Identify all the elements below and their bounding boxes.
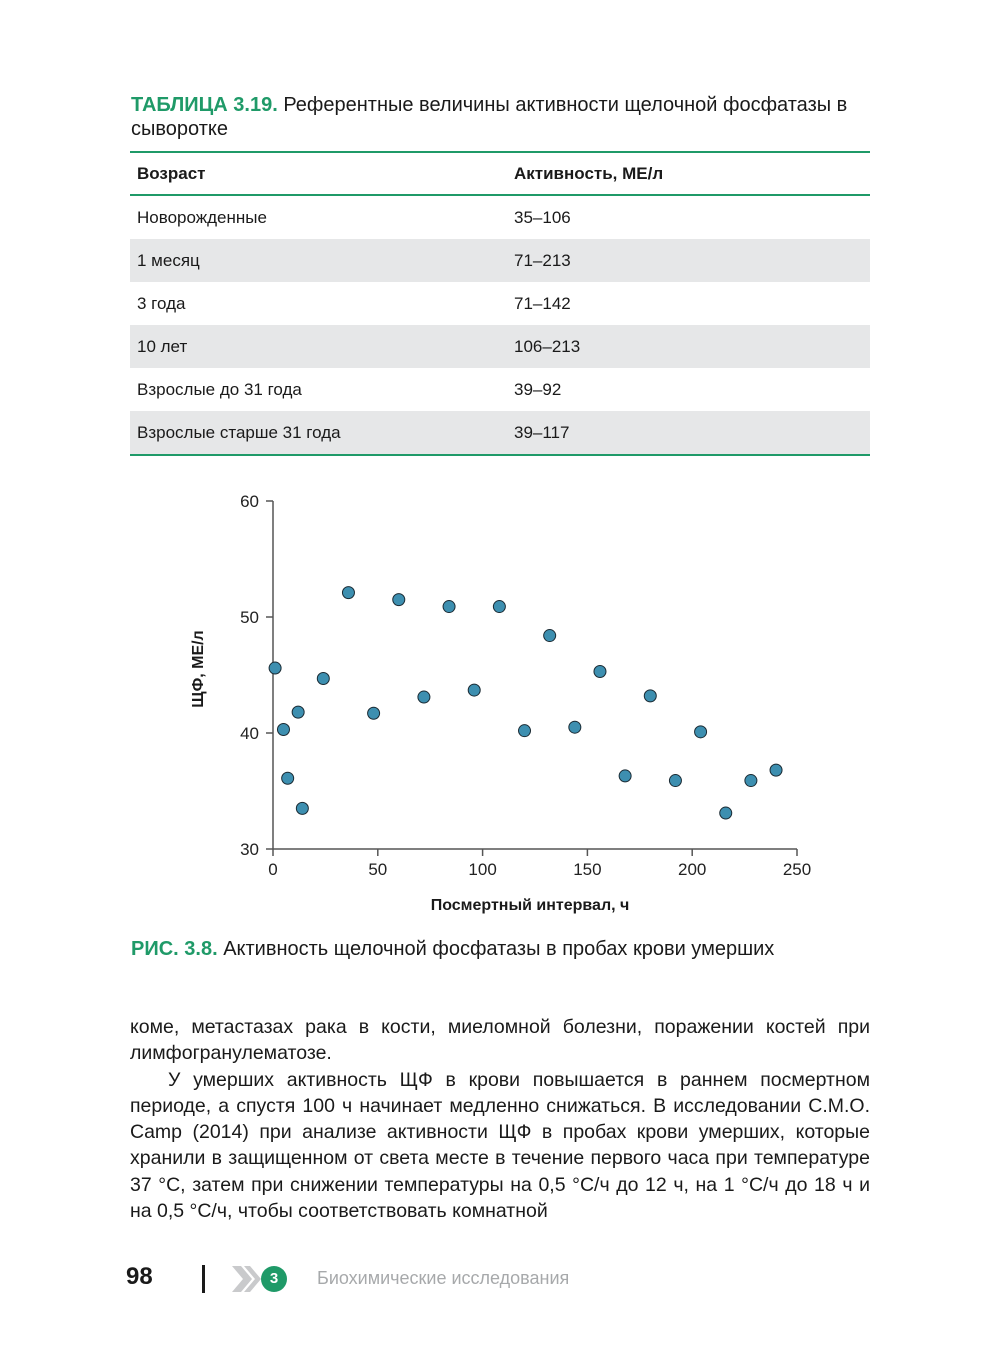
paragraph: коме, метастазах рака в кости, миеломной болезни, поражении костей при лимфогранулематозе. [130,1016,870,1065]
data-point [720,807,732,819]
cell-age: 3 года [137,293,186,313]
x-tick-label: 0 [268,860,278,879]
data-point [418,691,430,703]
figure-caption [131,936,871,962]
data-point [745,775,757,787]
data-point [770,764,782,776]
table-caption [131,93,871,141]
table-row [130,368,870,411]
cell-activity: 39–117 [507,411,870,455]
data-point [695,726,707,738]
paragraph: У умерших активность ЩФ в крови повышается в раннем посмертном периоде, а спустя 100 ч начинает медленно снижаться. В исследовании C.M.O. Camp (2014) при анализе активности ЩФ в пробах крови умерших, которые хранили в защищенном от света месте в течение первого часа при температуре 37 °С, затем при снижении температуры на 0,5 °С/ч до 12 ч, на 1 °С/ч до 18 ч и на 0,5 °С/ч, чтобы соответствовать комнатной [130,1068,870,1223]
data-point [282,772,294,784]
cell-activity: 71–213 [507,239,870,282]
data-point [393,594,405,606]
table-row [130,282,870,325]
cell-age: 1 месяц [130,239,507,282]
cell-activity: 39–92 [514,379,562,399]
table-label: ТАБЛИЦА 3.19. [131,94,278,116]
table-row [130,325,870,368]
data-point [493,601,505,613]
data-point [317,672,329,684]
y-tick-label: 40 [240,724,259,743]
data-point [342,587,354,599]
table-row [130,411,870,455]
x-axis-title: Посмертный интервал, ч [430,897,630,914]
figure-label: РИС. 3.8. [131,938,218,960]
x-tick-label: 50 [368,860,388,879]
y-tick-label: 60 [240,492,259,511]
data-point [594,666,606,678]
data-point [277,724,289,736]
x-tick-label: 250 [782,860,812,879]
data-point [544,630,556,642]
x-tick-label: 200 [678,860,707,879]
data-point [619,770,631,782]
cell-age: 10 лет [130,325,507,368]
data-point [443,601,455,613]
data-point [368,707,380,719]
cell-age: Взрослые до 31 года [137,379,302,399]
x-tick-label: 100 [468,860,497,879]
table-row [130,195,870,239]
data-point [669,775,681,787]
data-point [519,725,531,737]
column-header-activity: Активность, МЕ/л [507,152,870,195]
data-point [468,684,480,696]
cell-age: Взрослые старше 31 года [130,411,507,455]
body-text [130,1014,870,1224]
table-title: Референтные величины активности щелочной фосфатазы в сыворотке [131,94,848,140]
data-point [292,706,304,718]
x-tick-label: 150 [573,860,602,879]
cell-activity: 106–213 [507,325,870,368]
y-tick-label: 50 [240,608,259,627]
y-axis-title: ЩФ, МЕ/л [190,630,207,708]
cell-activity: 71–142 [514,293,571,313]
cell-activity: 35–106 [514,207,571,227]
chapter-chevrons-icon [232,1264,262,1294]
data-point [296,802,308,814]
data-point [569,721,581,733]
chapter-number-badge: 3 [261,1266,287,1292]
page-number: 98 [126,1263,153,1290]
y-tick-label: 30 [240,840,259,859]
table-row [130,239,870,282]
reference-values-table [130,151,870,456]
data-point [644,690,656,702]
scatter-chart [180,480,840,925]
figure-caption-text: Активность щелочной фосфатазы в пробах крови умерших [223,938,775,960]
table-header-row [130,152,870,195]
column-header-age: Возраст [130,152,507,195]
cell-age: Новорожденные [137,207,267,227]
footer-divider [202,1265,205,1293]
data-point [269,662,281,674]
chapter-title: Биохимические исследования [317,1268,570,1288]
